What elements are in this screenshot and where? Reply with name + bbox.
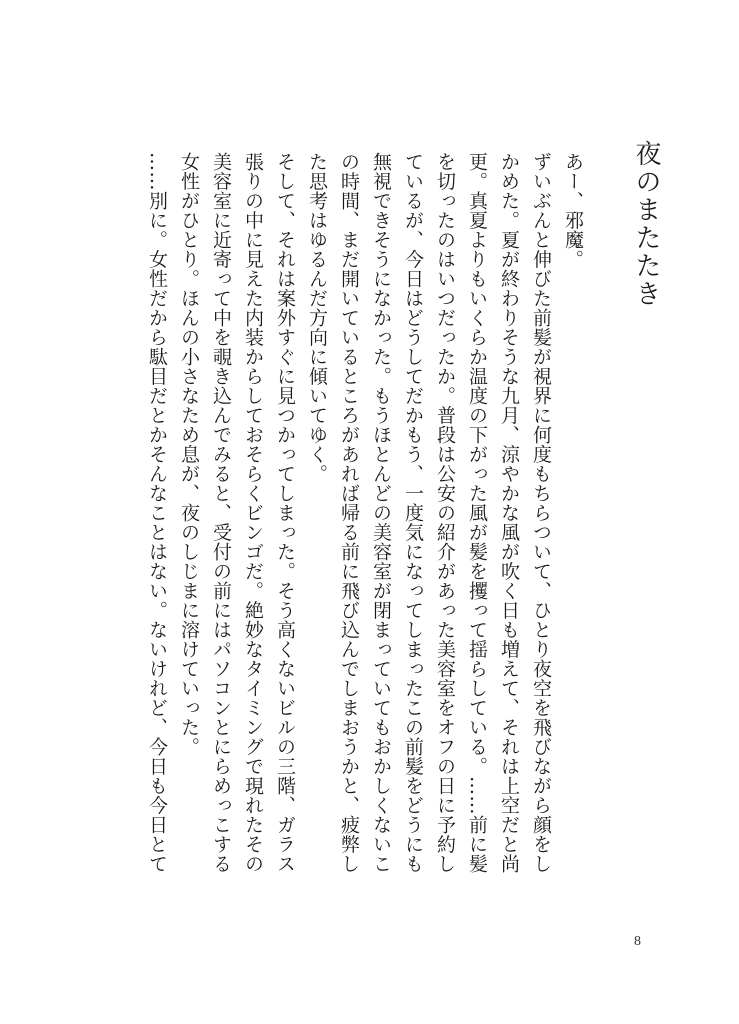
- paragraph: あー、邪魔。: [562, 152, 584, 269]
- body-text: [141, 152, 589, 882]
- paragraph: そして、それは案外すぐに見つかってしまった。そう高くないビルの三階、ガラス張りの中に見えた内装からしておそらくビンゴだ。絶妙なタイミングで現れたその美容室に近寄って中を覗き込んでみると、受付の前にはパソコンとにらめっこする女性がひとり。ほんの小さなため息が、夜のしじまに溶けていった。: [178, 152, 296, 874]
- chapter-title: 夜のまたたき: [631, 140, 661, 308]
- page-number: 8: [634, 934, 641, 949]
- paragraph: ……別に。女性だから駄目だとかそんなことはない。ないけれど、今日も今日とて: [146, 152, 168, 874]
- paragraph: ずいぶんと伸びた前髪が視界に何度もちらついて、ひとり夜空を飛びながら顔をしかめた。夏が終わりそうな九月、涼やかな風が吹く日も増えて、それは上空だと尚更。真夏よりもいくらか温度の下がった風が髪を攫って揺らしている。……前に髪を切ったのはいつだったか。普段は公安の紹介があった美容室をオフの日に予約しているが、今日はどうしてだかもう、一度気になってしまったこの前髪をどうにも無視できそうになかった。もうほとんどの美容室が閉まっていてもおかしくないこの時間、まだ開いているところがあれば帰る前に飛び込んでしまおうかと、疲弊した思考はゆるんだ方向に傾いてゆく。: [306, 152, 552, 874]
